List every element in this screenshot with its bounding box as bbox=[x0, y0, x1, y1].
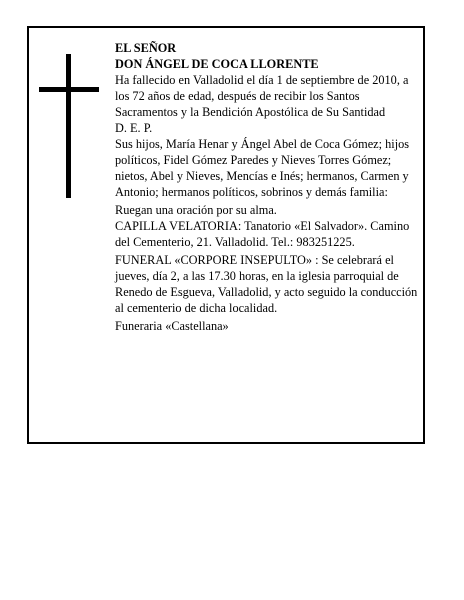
dep-line: D. E. P. bbox=[115, 121, 153, 135]
prayer-line: Ruegan una oración por su alma. bbox=[115, 203, 277, 217]
funeral-info: FUNERAL «CORPORE INSEPULTO» : Se celebrará el jueves, día 2, a las 17.30 horas, en la iglesia parroquial de Renedo de Esgueva, Valladolid, y acto seguido la conducción al cementerio de dicha localidad. bbox=[115, 253, 418, 315]
obituary-notice bbox=[27, 26, 425, 444]
obituary-text bbox=[115, 40, 425, 334]
cross-vertical-bar bbox=[66, 54, 71, 198]
deceased-name: DON ÁNGEL DE COCA LLORENTE bbox=[115, 57, 319, 71]
cross-horizontal-bar bbox=[39, 87, 99, 92]
death-info: Ha fallecido en Valladolid el día 1 de septiembre de 2010, a los 72 años de edad, después de recibir los Santos Sacramentos y la Bendición Apostólica de Su Santidad bbox=[115, 73, 409, 119]
funeral-home: Funeraria «Castellana» bbox=[115, 319, 229, 333]
chapel-info: CAPILLA VELATORIA: Tanatorio «El Salvador». Camino del Cementerio, 21. Valladolid. Tel.: 983251225. bbox=[115, 219, 410, 249]
family-list: Sus hijos, María Henar y Ángel Abel de Coca Gómez; hijos políticos, Fidel Gómez Paredes y Nieves Torres Gómez; nietos, Abel y Nieves, Mencías e Inés; hermanos, Carmen y Antonio; hermanos políticos, sobrinos y demás familia: bbox=[115, 137, 410, 199]
title-line-1: EL SEÑOR bbox=[115, 41, 177, 55]
cross-icon bbox=[39, 54, 99, 198]
